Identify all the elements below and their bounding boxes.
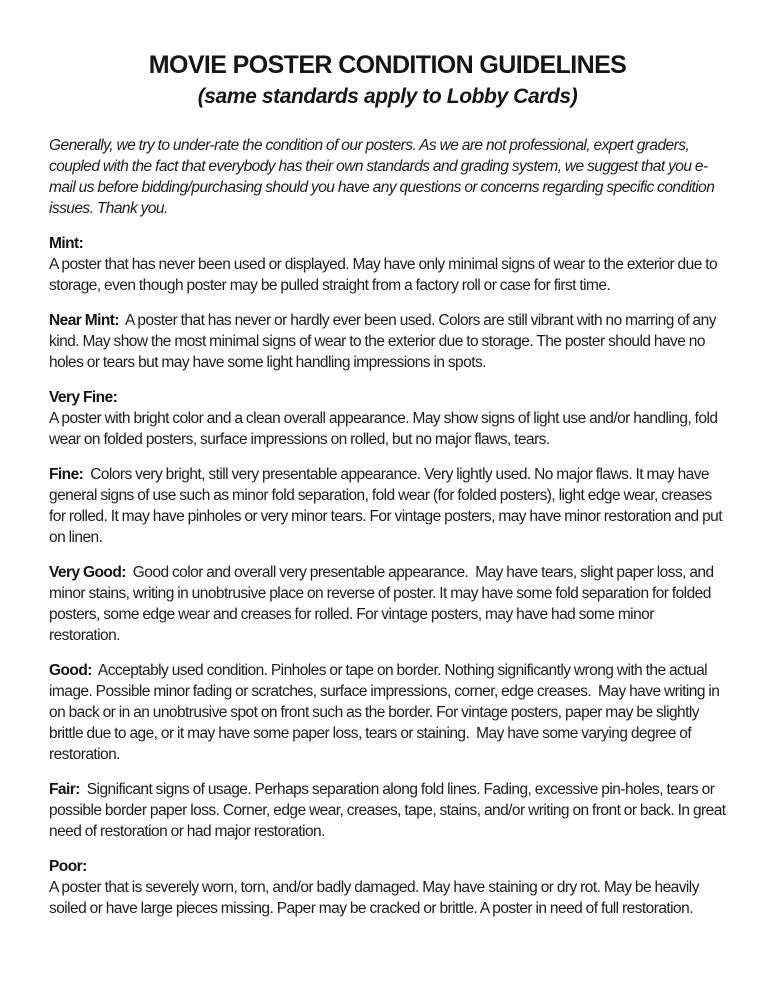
grade-description-text: Good color and overall very presentable appearance. May have tears, slight paper loss, and minor stains, writing in unobtrusive place on reverse of poster. It may have some fold separation for folded posters, some edge wear and creases for rolled. For vintage posters, may have had some minor restoration. <box>49 564 718 644</box>
grade-description: A poster with bright color and a clean overall appearance. May show signs of light use and/or handling, fold wear on folded posters, surface impressions on rolled, but no major flaws, tears. <box>49 410 721 448</box>
grade-label-very-fine: Very Fine: <box>49 389 118 406</box>
section-mint <box>49 233 726 296</box>
grade-label-mint: Mint: <box>49 235 84 252</box>
grade-description <box>49 562 726 646</box>
section-fair <box>49 779 730 842</box>
grade-label-near-mint: Near Mint: <box>49 312 119 329</box>
grade-description <box>49 660 726 765</box>
grade-label-very-good: Very Good: <box>49 564 126 581</box>
grade-label-fine: Fine: <box>49 466 84 483</box>
section-very-good <box>49 562 726 646</box>
grade-description-text: Colors very bright, still very presentable appearance. Very lightly used. No major flaws. It may have general signs of use such as minor fold separation, fold wear (for folded posters), light edge wear, creases for rolled. It may have pinholes or very minor tears. For vintage posters, may have minor restoration and put on linen. <box>49 466 726 546</box>
document-title: MOVIE POSTER CONDITION GUIDELINES <box>148 51 627 79</box>
section-very-fine <box>49 387 726 450</box>
document-subtitle: (same standards apply to Lobby Cards) <box>197 85 578 108</box>
grade-description-text: Significant signs of usage. Perhaps separation along fold lines. Fading, excessive pin-holes, tears or possible border paper loss. Corner, edge wear, creases, tape, stains, and/or writing on front or back. In great need of restoration or had major restoration. <box>49 781 730 840</box>
grade-heading <box>49 387 726 408</box>
section-near-mint <box>49 310 726 373</box>
section-poor <box>49 856 726 919</box>
grade-description <box>49 310 726 373</box>
grade-description: A poster that is severely worn, torn, and/or badly damaged. May have staining or dry rot. May be heavily soiled or have large pieces missing. Paper may be cracked or brittle. A poster in need of full restoration. <box>49 879 703 917</box>
grade-label-good: Good: <box>49 662 92 679</box>
grade-description <box>49 779 730 842</box>
grade-label-fair: Fair: <box>49 781 80 798</box>
intro-paragraph: Generally, we try to under-rate the condition of our posters. As we are not professional, expert graders, coupled with the fact that everybody has their own standards and grading system, we suggest that you e-mail us before bidding/purchasing should you have any questions or concerns regarding specific condition issues. Thank you. <box>49 137 718 217</box>
grade-label-poor: Poor: <box>49 858 87 875</box>
grade-description <box>49 464 726 548</box>
section-fine <box>49 464 726 548</box>
grade-description-text: Acceptably used condition. Pinholes or tape on border. Nothing significantly wrong with the actual image. Possible minor fading or scratches, surface impressions, corner, edge creases. May have writing in on back or in an unobtrusive spot on front such as the border. For vintage posters, paper may be slightly brittle due to age, or it may have some paper loss, tears or staining. May have some varying degree of restoration. <box>49 662 723 763</box>
grade-heading <box>49 856 726 877</box>
grade-description-text: A poster that has never or hardly ever been used. Colors are still vibrant with no marring of any kind. May show the most minimal signs of wear to the exterior due to storage. The poster should have no holes or tears but may have some light handling impressions in spots. <box>49 312 720 371</box>
grade-description: A poster that has never been used or displayed. May have only minimal signs of wear to the exterior due to storage, even though poster may be pulled straight from a factory roll or case for first time. <box>49 256 721 294</box>
section-good <box>49 660 726 765</box>
grade-heading <box>49 233 726 254</box>
